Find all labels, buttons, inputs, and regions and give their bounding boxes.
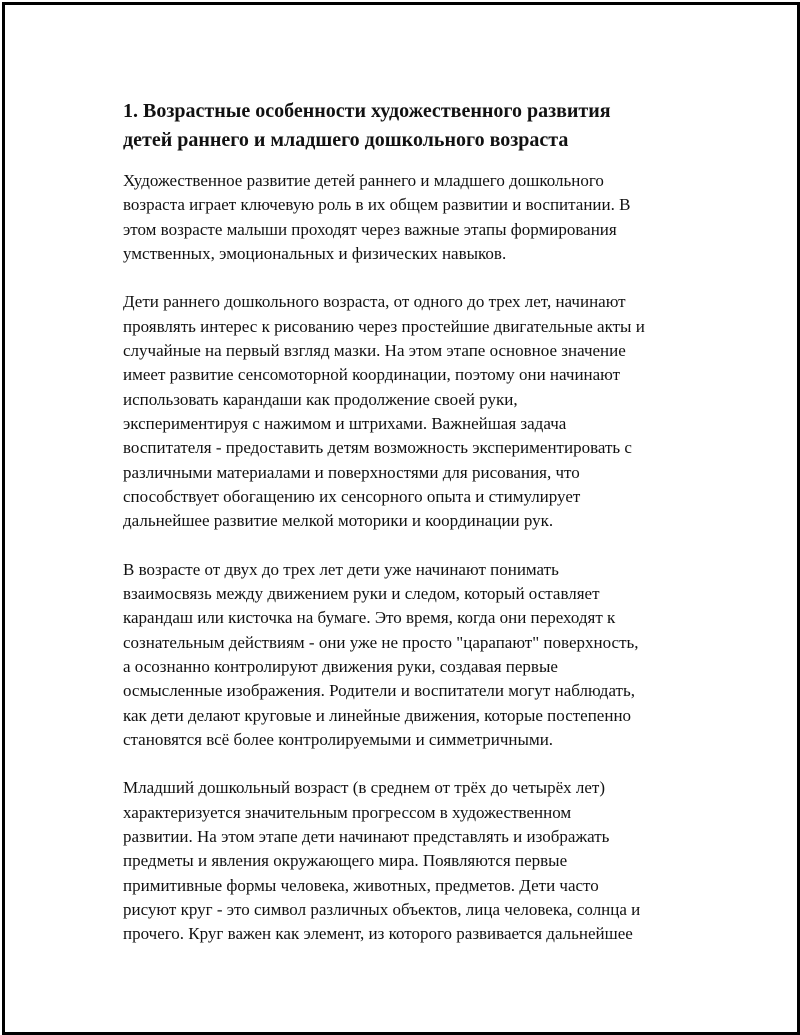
text-line: а осознанно контролируют движения руки, создавая первые xyxy=(123,656,558,676)
text-line: проявлять интерес к рисованию через простейшие двигательные акты и xyxy=(123,316,645,336)
page-frame xyxy=(2,2,800,1035)
text-line: использовать карандаши как продолжение своей руки, xyxy=(123,389,518,409)
text-line: способствует обогащению их сенсорного опыта и стимулирует xyxy=(123,486,581,506)
heading-line: 1. Возрастные особенности художественного развития xyxy=(123,100,611,122)
text-line: случайные на первый взгляд мазки. На этом этапе основное значение xyxy=(123,341,626,361)
section-heading xyxy=(123,97,703,155)
paragraph-4 xyxy=(123,776,703,946)
text-line: осмысленные изображения. Родители и воспитатели могут наблюдать, xyxy=(123,681,635,701)
text-line: Художественное развитие детей раннего и младшего дошкольного xyxy=(123,171,604,190)
text-line: как дети делают круговые и линейные движения, которые постепенно xyxy=(123,705,632,725)
text-line: различными материалами и поверхностями для рисования, что xyxy=(123,462,580,482)
heading-line: детей раннего и младшего дошкольного возраста xyxy=(123,129,569,151)
text-line: развитии. На этом этапе дети начинают представлять и изображать xyxy=(123,827,610,847)
text-line: возраста играет ключевую роль в их общем развитии и воспитании. В xyxy=(123,195,631,215)
text-line: взаимосвязь между движением руки и следом, который оставляет xyxy=(123,584,600,604)
text-line: карандаш или кисточка на бумаге. Это время, когда они переходят к xyxy=(123,608,616,628)
text-line: Дети раннего дошкольного возраста, от одного до трех лет, начинают xyxy=(123,292,626,312)
text-line: прочего. Круг важен как элемент, из которого развивается дальнейшее xyxy=(123,924,633,944)
paragraph-1 xyxy=(123,169,703,266)
text-line: В возрасте от двух до трех лет дети уже начинают понимать xyxy=(123,559,559,579)
text-line: характеризуется значительным прогрессом в художественном xyxy=(123,802,572,822)
paragraph-2 xyxy=(123,290,703,533)
text-line: становятся всё более контролируемыми и симметричными. xyxy=(123,729,554,749)
document-body xyxy=(123,97,703,971)
text-line: умственных, эмоциональных и физических навыков. xyxy=(123,243,507,263)
text-line: Младший дошкольный возраст (в среднем от трёх до четырёх лет) xyxy=(123,778,605,798)
paragraph-3 xyxy=(123,558,703,752)
text-line: сознательным действиям - они уже не просто "царапают" поверхность, xyxy=(123,632,639,652)
text-line: имеет развитие сенсомоторной координации, поэтому они начинают xyxy=(123,365,621,385)
text-line: примитивные формы человека, животных, предметов. Дети часто xyxy=(123,875,599,895)
text-line: этом возрасте малыши проходят через важные этапы формирования xyxy=(123,219,617,239)
text-line: дальнейшее развитие мелкой моторики и координации рук. xyxy=(123,511,554,531)
text-line: предметы и явления окружающего мира. Появляются первые xyxy=(123,851,568,871)
text-line: рисуют круг - это символ различных объектов, лица человека, солнца и xyxy=(123,899,641,919)
text-line: экспериментируя с нажимом и штрихами. Важнейшая задача xyxy=(123,413,567,433)
text-line: воспитателя - предоставить детям возможность экспериментировать с xyxy=(123,438,632,458)
